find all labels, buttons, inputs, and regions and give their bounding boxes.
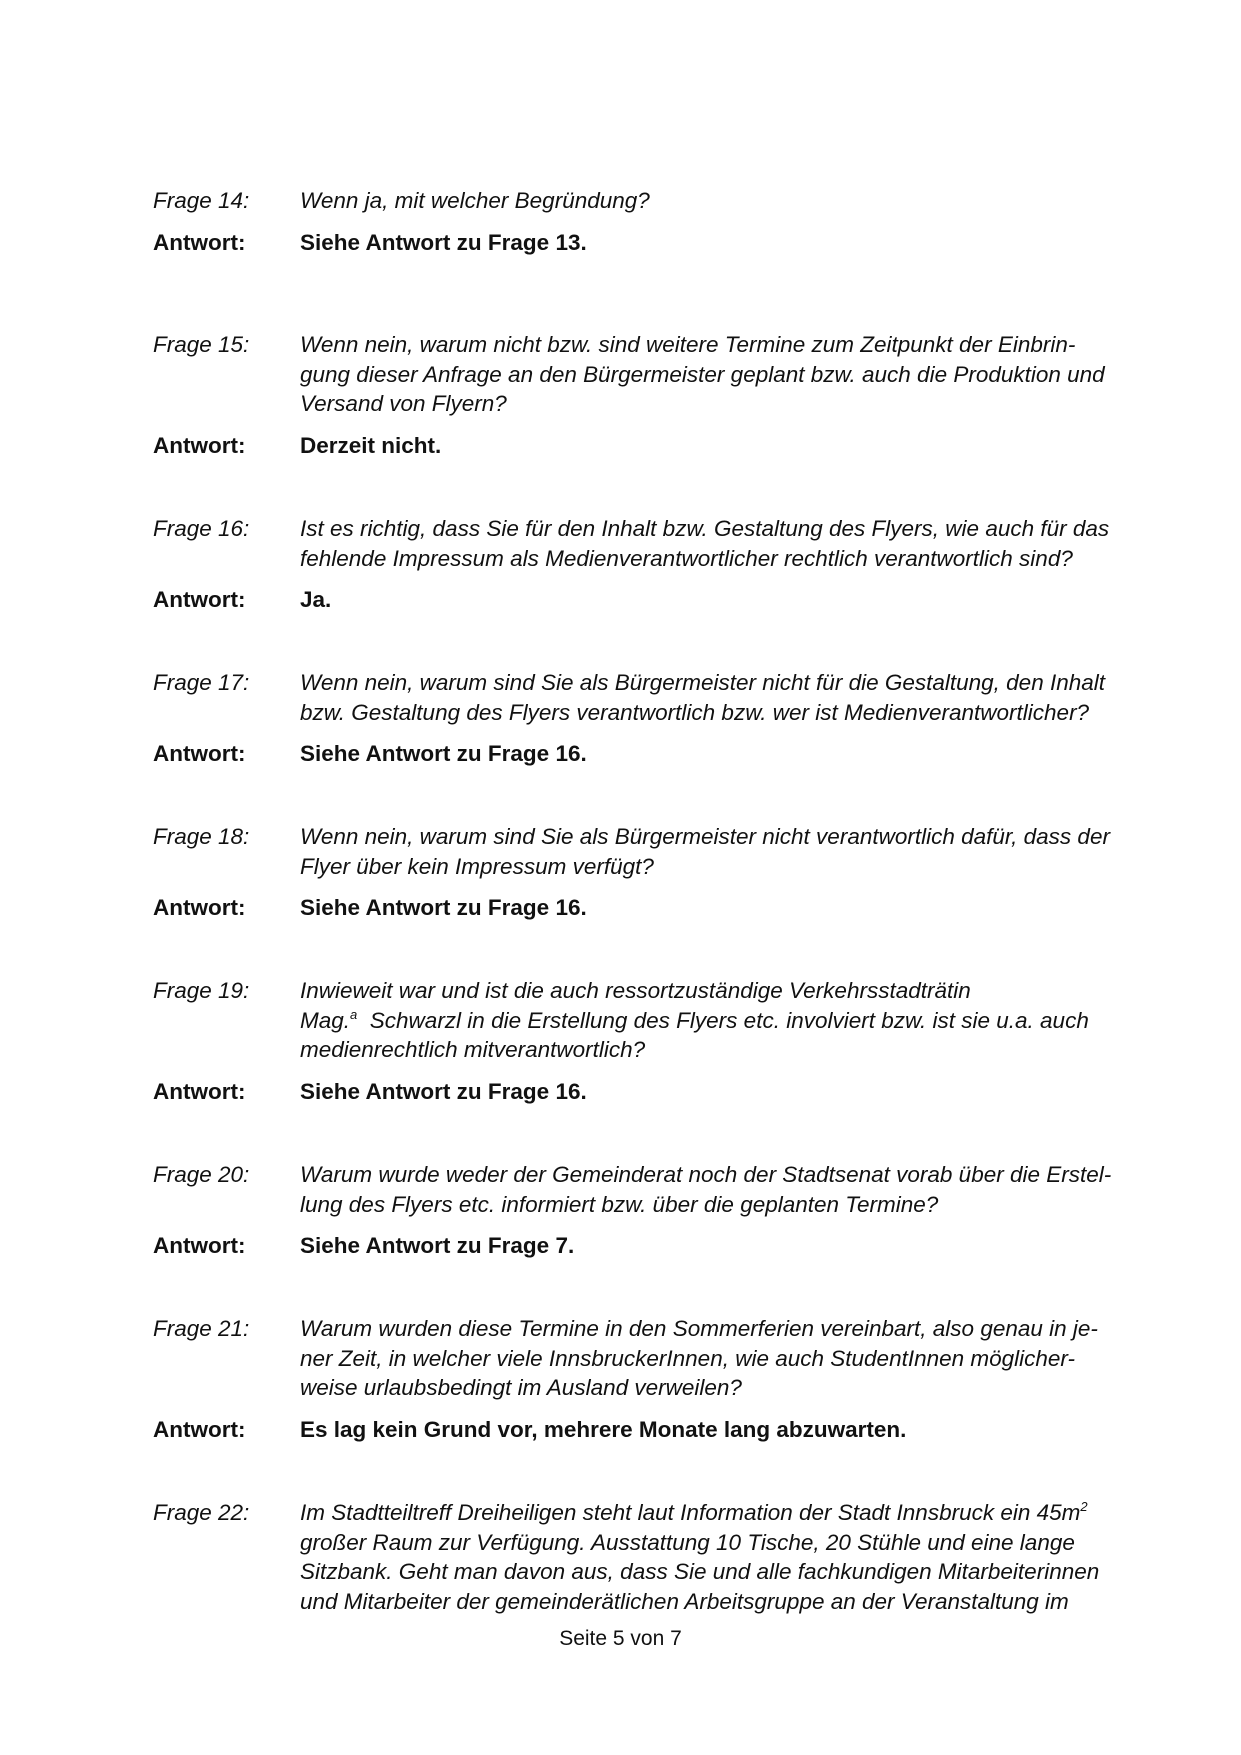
question-line: Wenn ja, mit welcher Begründung?: [300, 188, 650, 213]
question-line: Flyer über kein Impressum verfügt?: [300, 853, 654, 879]
question-line: Inwieweit war und ist die auch ressortzuständige Verkehrsstadträtin: [300, 978, 971, 1003]
question-row: [153, 1498, 1143, 1616]
question-line: ner Zeit, in welcher viele InnsbruckerInnen, wie auch StudentInnen möglicher-: [300, 1345, 1076, 1371]
question-line: Versand von Flyern?: [300, 391, 507, 416]
question-label: Frage 16:: [153, 516, 250, 541]
question-line: Warum wurde weder der Gemeinderat noch der Stadtsenat vorab über die Erstel-: [300, 1162, 1112, 1187]
question-row: [153, 1314, 1143, 1403]
page-number-footer: Seite 5 von 7: [559, 1627, 682, 1650]
question-line: [300, 1006, 1143, 1036]
answer-row: [153, 893, 1143, 923]
question-line: [300, 1498, 1143, 1528]
question-text: [300, 186, 1143, 216]
question-line: Wenn nein, warum sind Sie als Bürgermeister nicht für die Gestaltung, den Inhalt: [300, 670, 1106, 695]
question-label: Frage 19:: [153, 978, 250, 1003]
answer-text: Siehe Antwort zu Frage 7.: [300, 1233, 575, 1258]
question-line-text: Im Stadtteiltreff Dreiheiligen steht laut Information der Stadt Innsbruck ein 45m: [300, 1500, 1081, 1525]
question-line: fehlende Impressum als Medienverantwortlicher rechtlich verantwortlich sind?: [300, 545, 1073, 571]
question-line: lung des Flyers etc. informiert bzw. über die geplanten Termine?: [300, 1191, 939, 1217]
question-line: gung dieser Anfrage an den Bürgermeister geplant bzw. auch die Produktion und: [300, 361, 1105, 387]
question-text: [300, 1498, 1143, 1616]
answer-label: Antwort:: [153, 1416, 246, 1442]
answer-text: Derzeit nicht.: [300, 432, 442, 458]
answer-text: Siehe Antwort zu Frage 16.: [300, 1078, 587, 1104]
question-row: [153, 822, 1143, 881]
question-row: [153, 1160, 1143, 1219]
qa-block-16: [153, 514, 1143, 615]
question-text: [300, 668, 1143, 727]
question-row: [153, 186, 1143, 216]
question-label: Frage 17:: [153, 670, 250, 695]
answer-label: Antwort:: [153, 432, 246, 458]
answer-row: [153, 1231, 1143, 1261]
qa-block-17: [153, 668, 1143, 769]
question-line: Ist es richtig, dass Sie für den Inhalt bzw. Gestaltung des Flyers, wie auch für das: [300, 516, 1110, 541]
question-line: Warum wurden diese Termine in den Sommerferien vereinbart, also genau in je-: [300, 1316, 1098, 1341]
qa-block-15: [153, 330, 1143, 460]
question-line: Wenn nein, warum sind Sie als Bürgermeister nicht verantwortlich dafür, dass der: [300, 824, 1110, 849]
answer-label: Antwort:: [153, 587, 246, 612]
title-superscript: a: [350, 1006, 358, 1022]
question-label: Frage 14:: [153, 188, 250, 213]
question-text: [300, 1160, 1143, 1219]
question-line: Wenn nein, warum nicht bzw. sind weitere Termine zum Zeitpunkt der Einbrin-: [300, 332, 1076, 357]
answer-text: Ja.: [300, 587, 332, 612]
answer-row: [153, 1415, 1143, 1445]
question-row: [153, 514, 1143, 573]
qa-block-19: [153, 976, 1143, 1106]
qa-block-14: [153, 186, 1143, 257]
answer-label: Antwort:: [153, 229, 246, 255]
qa-block-18: [153, 822, 1143, 923]
question-label: Frage 21:: [153, 1316, 250, 1341]
answer-row: [153, 585, 1143, 615]
question-label: Frage 18:: [153, 824, 250, 849]
question-line: weise urlaubsbedingt im Ausland verweilen?: [300, 1375, 742, 1400]
title-prefix: Mag.: [300, 1007, 351, 1033]
question-label: Frage 15:: [153, 332, 250, 357]
question-line: und Mitarbeiter der gemeinderätlichen Arbeitsgruppe an der Veranstaltung im: [300, 1588, 1069, 1614]
answer-label: Antwort:: [153, 1078, 246, 1104]
answer-label: Antwort:: [153, 895, 246, 920]
question-line: medienrechtlich mitverantwortlich?: [300, 1037, 646, 1062]
answer-label: Antwort:: [153, 741, 246, 766]
answer-text: Siehe Antwort zu Frage 13.: [300, 229, 587, 255]
question-label: Frage 20:: [153, 1162, 250, 1187]
answer-row: [153, 431, 1143, 461]
question-text: [300, 514, 1143, 573]
answer-text: Es lag kein Grund vor, mehrere Monate lang abzuwarten.: [300, 1416, 907, 1442]
question-row: [153, 976, 1143, 1065]
question-line: großer Raum zur Verfügung. Ausstattung 10 Tische, 20 Stühle und eine lange: [300, 1529, 1075, 1555]
question-line: Sitzbank. Geht man davon aus, dass Sie und alle fachkundigen Mitarbeiterinnen: [300, 1559, 1100, 1584]
answer-label: Antwort:: [153, 1233, 246, 1258]
qa-block-20: [153, 1160, 1143, 1261]
question-text: [300, 1314, 1143, 1403]
answer-row: [153, 739, 1143, 769]
question-text: [300, 330, 1143, 419]
qa-block-22: [153, 1498, 1143, 1616]
answer-row: [153, 1077, 1143, 1107]
question-row: [153, 330, 1143, 419]
question-line: bzw. Gestaltung des Flyers verantwortlich bzw. wer ist Medienverantwortlicher?: [300, 699, 1090, 725]
question-line-text: Schwarzl in die Erstellung des Flyers etc. involviert bzw. ist sie u.a. auch: [369, 1007, 1089, 1033]
question-text: [300, 822, 1143, 881]
answer-row: [153, 228, 1143, 258]
question-text: [300, 976, 1143, 1065]
question-row: [153, 668, 1143, 727]
qa-block-21: [153, 1314, 1143, 1444]
question-label: Frage 22:: [153, 1500, 250, 1525]
answer-text: Siehe Antwort zu Frage 16.: [300, 895, 587, 920]
answer-text: Siehe Antwort zu Frage 16.: [300, 741, 587, 766]
superscript: 2: [1080, 1499, 1088, 1514]
